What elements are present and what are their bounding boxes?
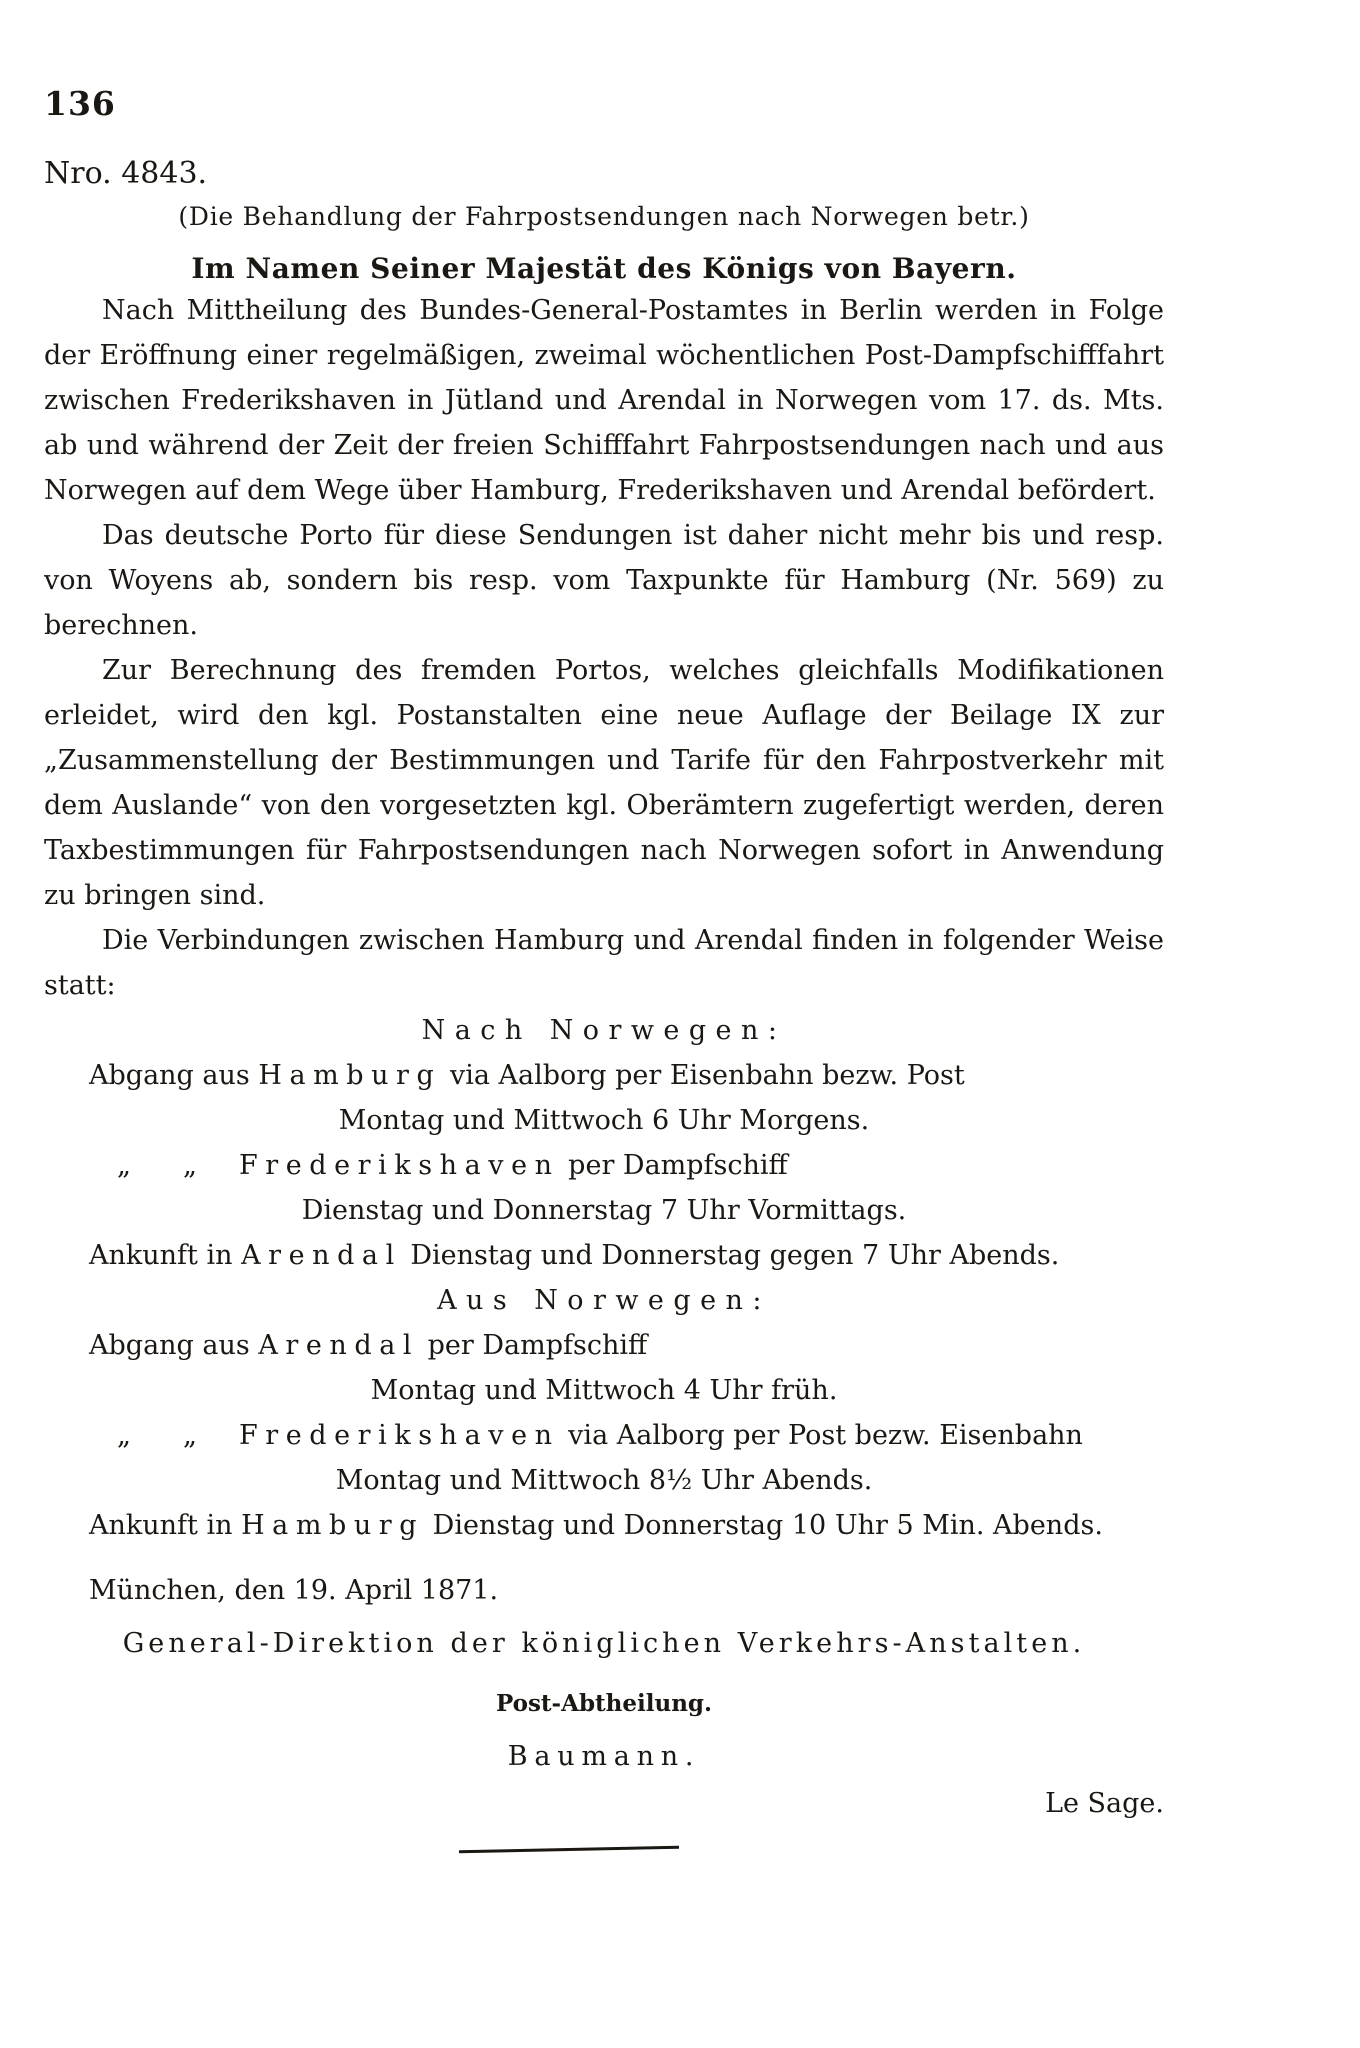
paragraph-1: Nach Mittheilung des Bundes-General-Postamtes in Berlin werden in Folge der Eröffnung einer regelmäßigen, zweimal wöchentlichen Post-Dampfschifffahrt zwischen Frederikshaven in Jütland und Arendal in Norwegen vom 17. ds. Mts. ab und während der Zeit der freien Schifffahrt Fahrpostsendungen nach und aus Norwegen auf dem Wege über Hamburg, Frederikshaven und Arendal befördert. — [44, 295, 1164, 506]
text-column — [44, 200, 1164, 1851]
departure-prefix: Abgang aus — [89, 1060, 259, 1091]
schedule-time-frederikshaven: Dienstag und Donnerstag 7 Uhr Vormittags. — [301, 1195, 907, 1226]
arrival-suffix: Dienstag und Donnerstag 10 Uhr 5 Min. Abends. — [424, 1510, 1103, 1541]
arrival-suffix: Dienstag und Donnerstag gegen 7 Uhr Abends. — [401, 1240, 1060, 1271]
department-line: Post-Abtheilung. — [495, 1690, 713, 1717]
departure-suffix: per Dampfschiff — [419, 1330, 648, 1361]
paragraph-3: Zur Berechnung des fremden Portos, welches gleichfalls Modifikationen erleidet, wird den kgl. Postanstalten eine neue Auflage der Beilage IX zur „Zusammenstellung der Bestimmungen und Tarife für den Fahrpostverkehr mit dem Auslande“ von den vorgesetzten kgl. Oberämtern zugefertigt werden, deren Taxbestimmungen für Fahrpostsendungen nach Norwegen sofort in Anwendung zu bringen sind. — [44, 655, 1164, 911]
royal-proclamation-line: Im Namen Seiner Majestät des Königs von Bayern. — [191, 252, 1017, 285]
schedule-time-frederikshaven-return: Montag und Mittwoch 8½ Uhr Abends. — [335, 1465, 873, 1496]
end-of-article-rule — [459, 1846, 679, 1854]
departure-suffix: per Dampfschiff — [559, 1150, 788, 1181]
signature-name: Baumann. — [507, 1741, 701, 1772]
ditto-mark: „ — [117, 1150, 131, 1181]
paragraph-4: Die Verbindungen zwischen Hamburg und Arendal finden in folgender Weise statt: — [44, 925, 1164, 1001]
departure-suffix: via Aalborg per Post bezw. Eisenbahn — [559, 1420, 1083, 1451]
schedule-heading-from-norway: Aus Norwegen: — [437, 1285, 771, 1316]
dateline: München, den 19. April 1871. — [89, 1575, 499, 1606]
paragraph-2: Das deutsche Porto für diese Sendungen ist daher nicht mehr bis und resp. von Woyens ab, sondern bis resp. vom Taxpunkte für Hamburg (Nr. 569) zu berechnen. — [44, 520, 1164, 641]
schedule-departure-frederikshaven — [89, 1143, 1164, 1188]
schedule-arrival-arendal — [89, 1233, 1164, 1278]
ditto-mark: „ — [183, 1150, 197, 1181]
city-name-hamburg: Hamburg — [258, 1060, 442, 1091]
city-name-arendal: Arendal — [241, 1240, 402, 1271]
schedule-time-arendal: Montag und Mittwoch 4 Uhr früh. — [370, 1375, 838, 1406]
schedule-arrival-hamburg — [89, 1503, 1164, 1548]
ditto-mark: „ — [183, 1420, 197, 1451]
issuing-authority: General-Direktion der königlichen Verkehrs-Anstalten. — [122, 1628, 1086, 1659]
departure-prefix: Abgang aus — [89, 1330, 259, 1361]
city-name-frederikshaven: Frederikshaven — [239, 1420, 560, 1451]
schedule-departure-frederikshaven-return — [89, 1413, 1164, 1458]
city-name-arendal: Arendal — [258, 1330, 420, 1361]
countersignature-name: Le Sage. — [1045, 1788, 1164, 1819]
departure-suffix: via Aalborg per Eisenbahn bezw. Post — [441, 1060, 965, 1091]
city-name-frederikshaven: Frederikshaven — [239, 1150, 560, 1181]
page-number: 136 — [44, 84, 116, 123]
ordinance-number: Nro. 4843. — [44, 156, 208, 191]
arrival-prefix: Ankunft in — [89, 1240, 242, 1271]
city-name-hamburg: Hamburg — [241, 1510, 425, 1541]
schedule-heading-to-norway: Nach Norwegen: — [421, 1015, 787, 1046]
arrival-prefix: Ankunft in — [89, 1510, 242, 1541]
schedule-departure-hamburg — [89, 1053, 1164, 1098]
schedule-time-hamburg: Montag und Mittwoch 6 Uhr Morgens. — [338, 1105, 870, 1136]
schedule-departure-arendal — [89, 1323, 1164, 1368]
subject-line: (Die Behandlung der Fahrpostsendungen nach Norwegen betr.) — [178, 202, 1030, 231]
ditto-mark: „ — [117, 1420, 131, 1451]
